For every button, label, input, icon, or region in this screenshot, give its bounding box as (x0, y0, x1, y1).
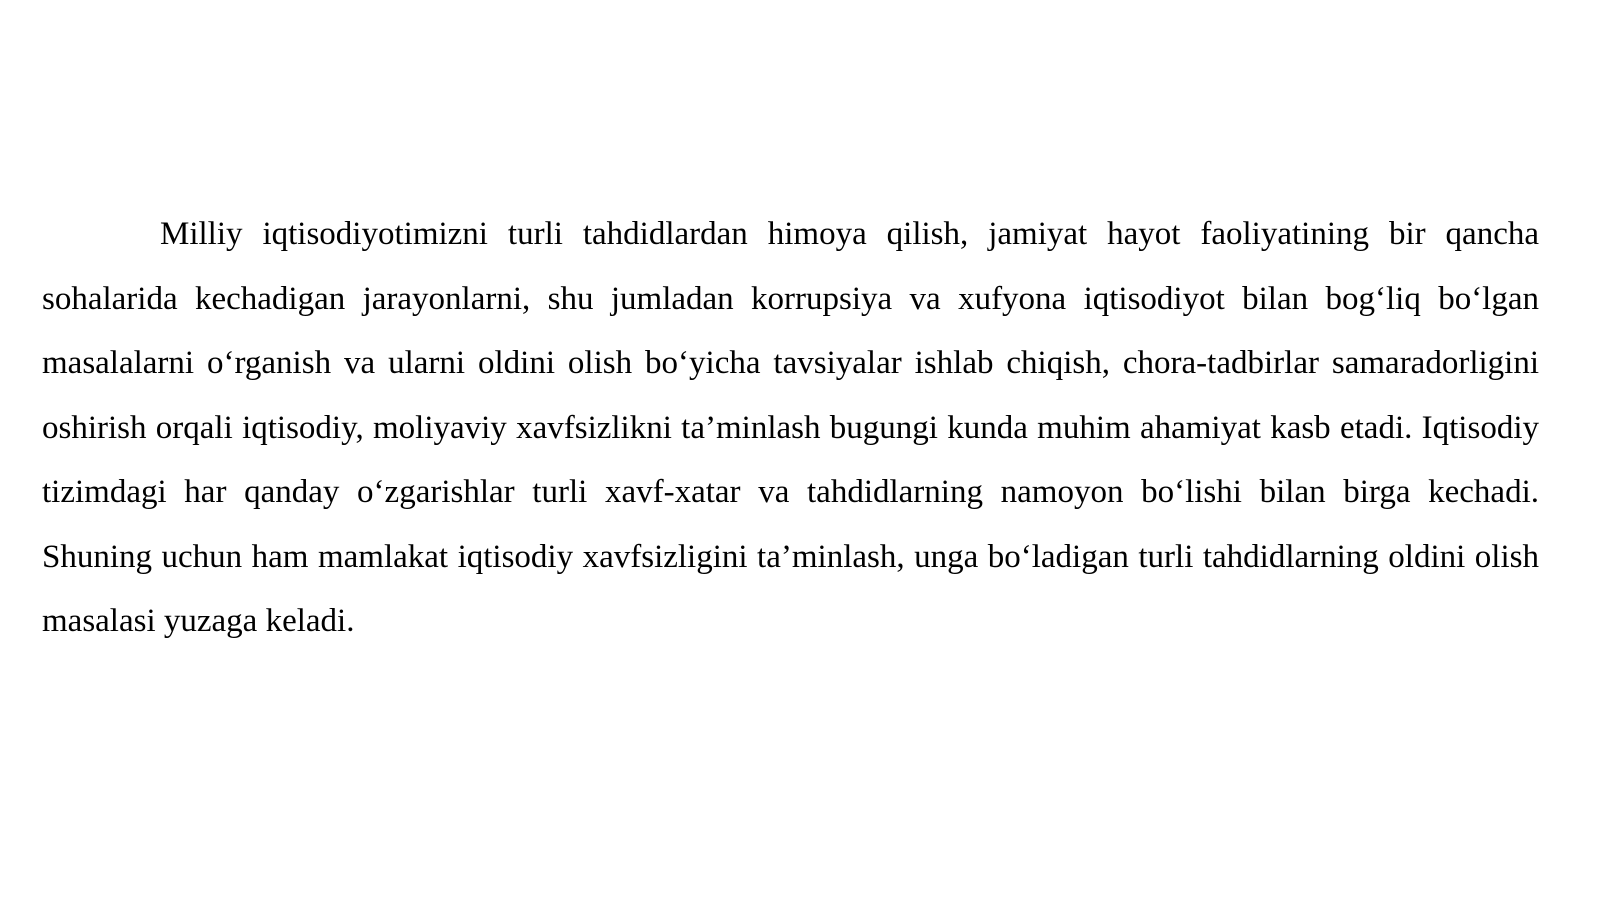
body-paragraph: Milliy iqtisodiyotimizni turli tahdidlardan himoya qilish, jamiyat hayot faoliyatining bir qancha sohalarida kechadigan jarayonlarni, shu jumladan korrupsiya va xufyona iqtisodiyot bilan bog‘liq bo‘lgan masalalarni o‘rganish va ularni oldini olish bo‘yicha tavsiyalar ishlab chiqish, chora-tadbirlar samaradorligini oshirish orqali iqtisodiy, moliyaviy xavfsizlikni ta’minlash bugungi kunda muhim ahamiyat kasb etadi. Iqtisodiy tizimdagi har qanday o‘zgarishlar turli xavf-xatar va tahdidlarning namoyon bo‘lishi bilan birga kechadi. Shuning uchun ham mamlakat iqtisodiy xavfsizligini ta’minlash, unga bo‘ladigan turli tahdidlarning oldini olish masalasi yuzaga keladi. (42, 216, 1539, 639)
